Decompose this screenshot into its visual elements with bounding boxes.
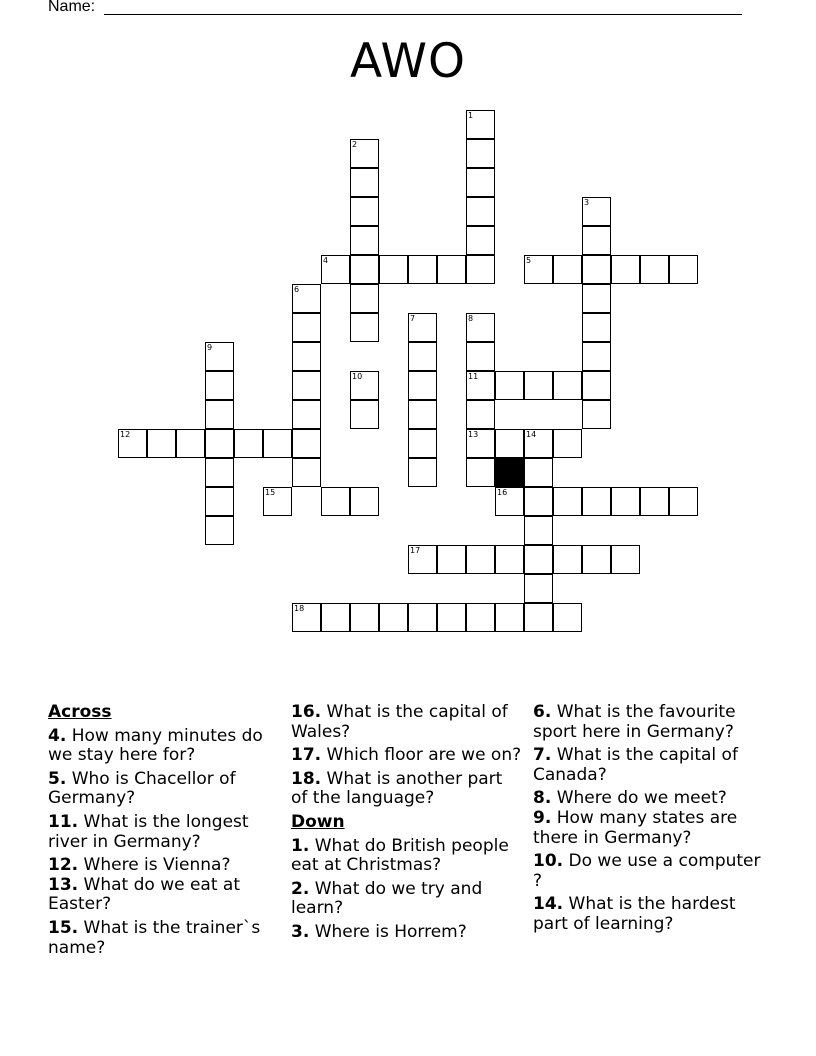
grid-cell[interactable] xyxy=(582,487,611,516)
grid-cell[interactable] xyxy=(582,255,611,284)
grid-cell[interactable] xyxy=(640,487,669,516)
grid-cell[interactable] xyxy=(292,342,321,371)
grid-cell[interactable] xyxy=(350,197,379,226)
grid-cell[interactable] xyxy=(350,139,379,168)
grid-cell[interactable] xyxy=(292,313,321,342)
grid-cell[interactable] xyxy=(176,429,205,458)
clue-down-8: 8. Where do we meet? xyxy=(533,788,727,809)
grid-cell[interactable] xyxy=(466,139,495,168)
grid-cell[interactable] xyxy=(524,429,553,458)
grid-cell[interactable] xyxy=(205,458,234,487)
clue-number: 16 xyxy=(497,488,508,497)
grid-cell[interactable] xyxy=(466,458,495,487)
grid-cell[interactable] xyxy=(466,429,495,458)
grid-cell[interactable] xyxy=(553,429,582,458)
clue-number: 11 xyxy=(468,372,479,381)
clue-across-11: 11. What is the longest river in Germany? xyxy=(48,811,249,852)
grid-cell[interactable] xyxy=(524,487,553,516)
grid-cell[interactable] xyxy=(350,603,379,632)
grid-cell[interactable] xyxy=(437,545,466,574)
grid-cell[interactable] xyxy=(466,342,495,371)
grid-cell[interactable] xyxy=(669,487,698,516)
clue-number: 14 xyxy=(526,430,537,439)
clue-number: 12 xyxy=(120,430,131,439)
grid-cell[interactable] xyxy=(582,342,611,371)
grid-cell[interactable] xyxy=(553,371,582,400)
grid-cell[interactable] xyxy=(350,168,379,197)
grid-cell[interactable] xyxy=(408,255,437,284)
clue-across-17: 17. Which floor are we on? xyxy=(291,745,522,766)
grid-cell[interactable] xyxy=(524,458,553,487)
grid-cell[interactable] xyxy=(524,255,553,284)
clue-down-3: 3. Where is Horrem? xyxy=(291,921,467,942)
grid-cell[interactable] xyxy=(408,313,437,342)
grid-cell[interactable] xyxy=(292,371,321,400)
grid-cell[interactable] xyxy=(669,255,698,284)
clue-number: 15 xyxy=(265,488,276,497)
grid-cell[interactable] xyxy=(437,603,466,632)
clue-number: 9 xyxy=(207,343,213,352)
grid-cell[interactable] xyxy=(437,255,466,284)
grid-cell[interactable] xyxy=(495,429,524,458)
clue-number: 3 xyxy=(584,198,590,207)
grid-cell[interactable] xyxy=(495,487,524,516)
grid-cell[interactable] xyxy=(321,603,350,632)
grid-cell[interactable] xyxy=(292,429,321,458)
grid-cell[interactable] xyxy=(350,313,379,342)
grid-block xyxy=(495,458,524,487)
grid-cell[interactable] xyxy=(495,371,524,400)
grid-cell[interactable] xyxy=(553,603,582,632)
grid-cell[interactable] xyxy=(408,371,437,400)
grid-cell[interactable] xyxy=(553,487,582,516)
grid-cell[interactable] xyxy=(350,371,379,400)
grid-cell[interactable] xyxy=(495,603,524,632)
grid-cell[interactable] xyxy=(205,429,234,458)
clue-number: 18 xyxy=(294,604,305,613)
clues-column-1 xyxy=(48,703,280,962)
grid-cell[interactable] xyxy=(582,400,611,429)
clue-number: 2 xyxy=(352,140,358,149)
grid-cell[interactable] xyxy=(350,226,379,255)
clue-across-5: 5. Who is Chacellor of Germany? xyxy=(48,768,236,809)
grid-cell[interactable] xyxy=(379,255,408,284)
grid-cell[interactable] xyxy=(350,487,379,516)
clue-down-14: 14. What is the hardest part of learning? xyxy=(533,894,736,934)
grid-cell[interactable] xyxy=(205,342,234,371)
grid-cell[interactable] xyxy=(582,284,611,313)
clue-across-12: 12. Where is Vienna? xyxy=(48,855,231,876)
grid-cell[interactable] xyxy=(466,197,495,226)
clue-number: 8 xyxy=(468,314,474,323)
grid-cell[interactable] xyxy=(524,516,553,545)
puzzle-title: AWO xyxy=(349,34,467,89)
grid-cell[interactable] xyxy=(524,603,553,632)
clue-down-9: 9. How many states are there in Germany? xyxy=(533,807,738,848)
grid-cell[interactable] xyxy=(611,487,640,516)
grid-cell[interactable] xyxy=(611,255,640,284)
grid-cell[interactable] xyxy=(263,487,292,516)
grid-cell[interactable] xyxy=(321,255,350,284)
grid-cell[interactable] xyxy=(205,371,234,400)
grid-cell[interactable] xyxy=(205,400,234,429)
grid-cell[interactable] xyxy=(408,458,437,487)
grid-cell[interactable] xyxy=(292,284,321,313)
grid-cell[interactable] xyxy=(147,429,176,458)
clue-number: 13 xyxy=(468,430,479,439)
grid-cell[interactable] xyxy=(466,545,495,574)
grid-cell[interactable] xyxy=(292,458,321,487)
grid-cell[interactable] xyxy=(495,545,524,574)
clue-across-15: 15. What is the trainer`s name? xyxy=(48,917,261,958)
grid-cell[interactable] xyxy=(408,603,437,632)
clue-across-13: 13. What do we eat at Easter? xyxy=(48,874,240,915)
grid-cell[interactable] xyxy=(553,545,582,574)
grid-cell[interactable] xyxy=(553,255,582,284)
grid-cell[interactable] xyxy=(263,429,292,458)
grid-cell[interactable] xyxy=(611,545,640,574)
grid-cell[interactable] xyxy=(582,226,611,255)
clue-number: 6 xyxy=(294,285,300,294)
grid-cell[interactable] xyxy=(524,371,553,400)
clue-down-1: 1. What do British people eat at Christmas? xyxy=(291,835,509,876)
grid-cell[interactable] xyxy=(379,603,408,632)
clue-down-6: 6. What is the favourite sport here in Germany? xyxy=(533,702,736,742)
grid-cell[interactable] xyxy=(350,255,379,284)
clue-down-2: 2. What do we try and learn? xyxy=(291,878,483,919)
grid-cell[interactable] xyxy=(466,400,495,429)
clue-down-7: 7. What is the capital of Canada? xyxy=(533,745,738,785)
down-heading: Down xyxy=(291,811,345,832)
grid-cell[interactable] xyxy=(466,371,495,400)
clue-across-18: 18. What is another part of the language? xyxy=(291,768,503,809)
grid-cell[interactable] xyxy=(292,603,321,632)
grid-cell[interactable] xyxy=(466,603,495,632)
grid-cell[interactable] xyxy=(234,429,263,458)
clue-across-4: 4. How many minutes do we stay here for? xyxy=(48,725,263,766)
grid-cell[interactable] xyxy=(118,429,147,458)
grid-cell[interactable] xyxy=(350,400,379,429)
grid-cell[interactable] xyxy=(292,400,321,429)
grid-cell[interactable] xyxy=(205,516,234,545)
clue-number: 17 xyxy=(410,546,421,555)
clues-column-3 xyxy=(533,703,765,939)
grid-cell[interactable] xyxy=(408,342,437,371)
clue-number: 7 xyxy=(410,314,416,323)
grid-cell[interactable] xyxy=(466,168,495,197)
name-label: Name: xyxy=(48,0,96,15)
grid-cell[interactable] xyxy=(582,545,611,574)
grid-cell[interactable] xyxy=(408,545,437,574)
grid-cell[interactable] xyxy=(466,110,495,139)
grid-cell[interactable] xyxy=(582,313,611,342)
grid-cell[interactable] xyxy=(205,487,234,516)
grid-cell[interactable] xyxy=(408,400,437,429)
across-heading: Across xyxy=(48,702,112,722)
grid-cell[interactable] xyxy=(524,545,553,574)
grid-cell[interactable] xyxy=(582,197,611,226)
grid-cell[interactable] xyxy=(524,574,553,603)
grid-cell[interactable] xyxy=(466,255,495,284)
clue-number: 5 xyxy=(526,256,532,265)
grid-cell[interactable] xyxy=(466,226,495,255)
grid-cell[interactable] xyxy=(640,255,669,284)
clue-number: 10 xyxy=(352,372,363,381)
grid-cell[interactable] xyxy=(350,284,379,313)
grid-cell[interactable] xyxy=(321,487,350,516)
clues-column-2 xyxy=(291,703,523,947)
grid-cell[interactable] xyxy=(466,313,495,342)
grid-cell[interactable] xyxy=(408,429,437,458)
clue-number: 1 xyxy=(468,111,474,120)
clue-number: 4 xyxy=(323,256,329,265)
grid-cell[interactable] xyxy=(582,371,611,400)
clue-across-16: 16. What is the capital of Wales? xyxy=(291,702,508,742)
clue-down-10: 10. Do we use a computer ? xyxy=(533,851,761,891)
